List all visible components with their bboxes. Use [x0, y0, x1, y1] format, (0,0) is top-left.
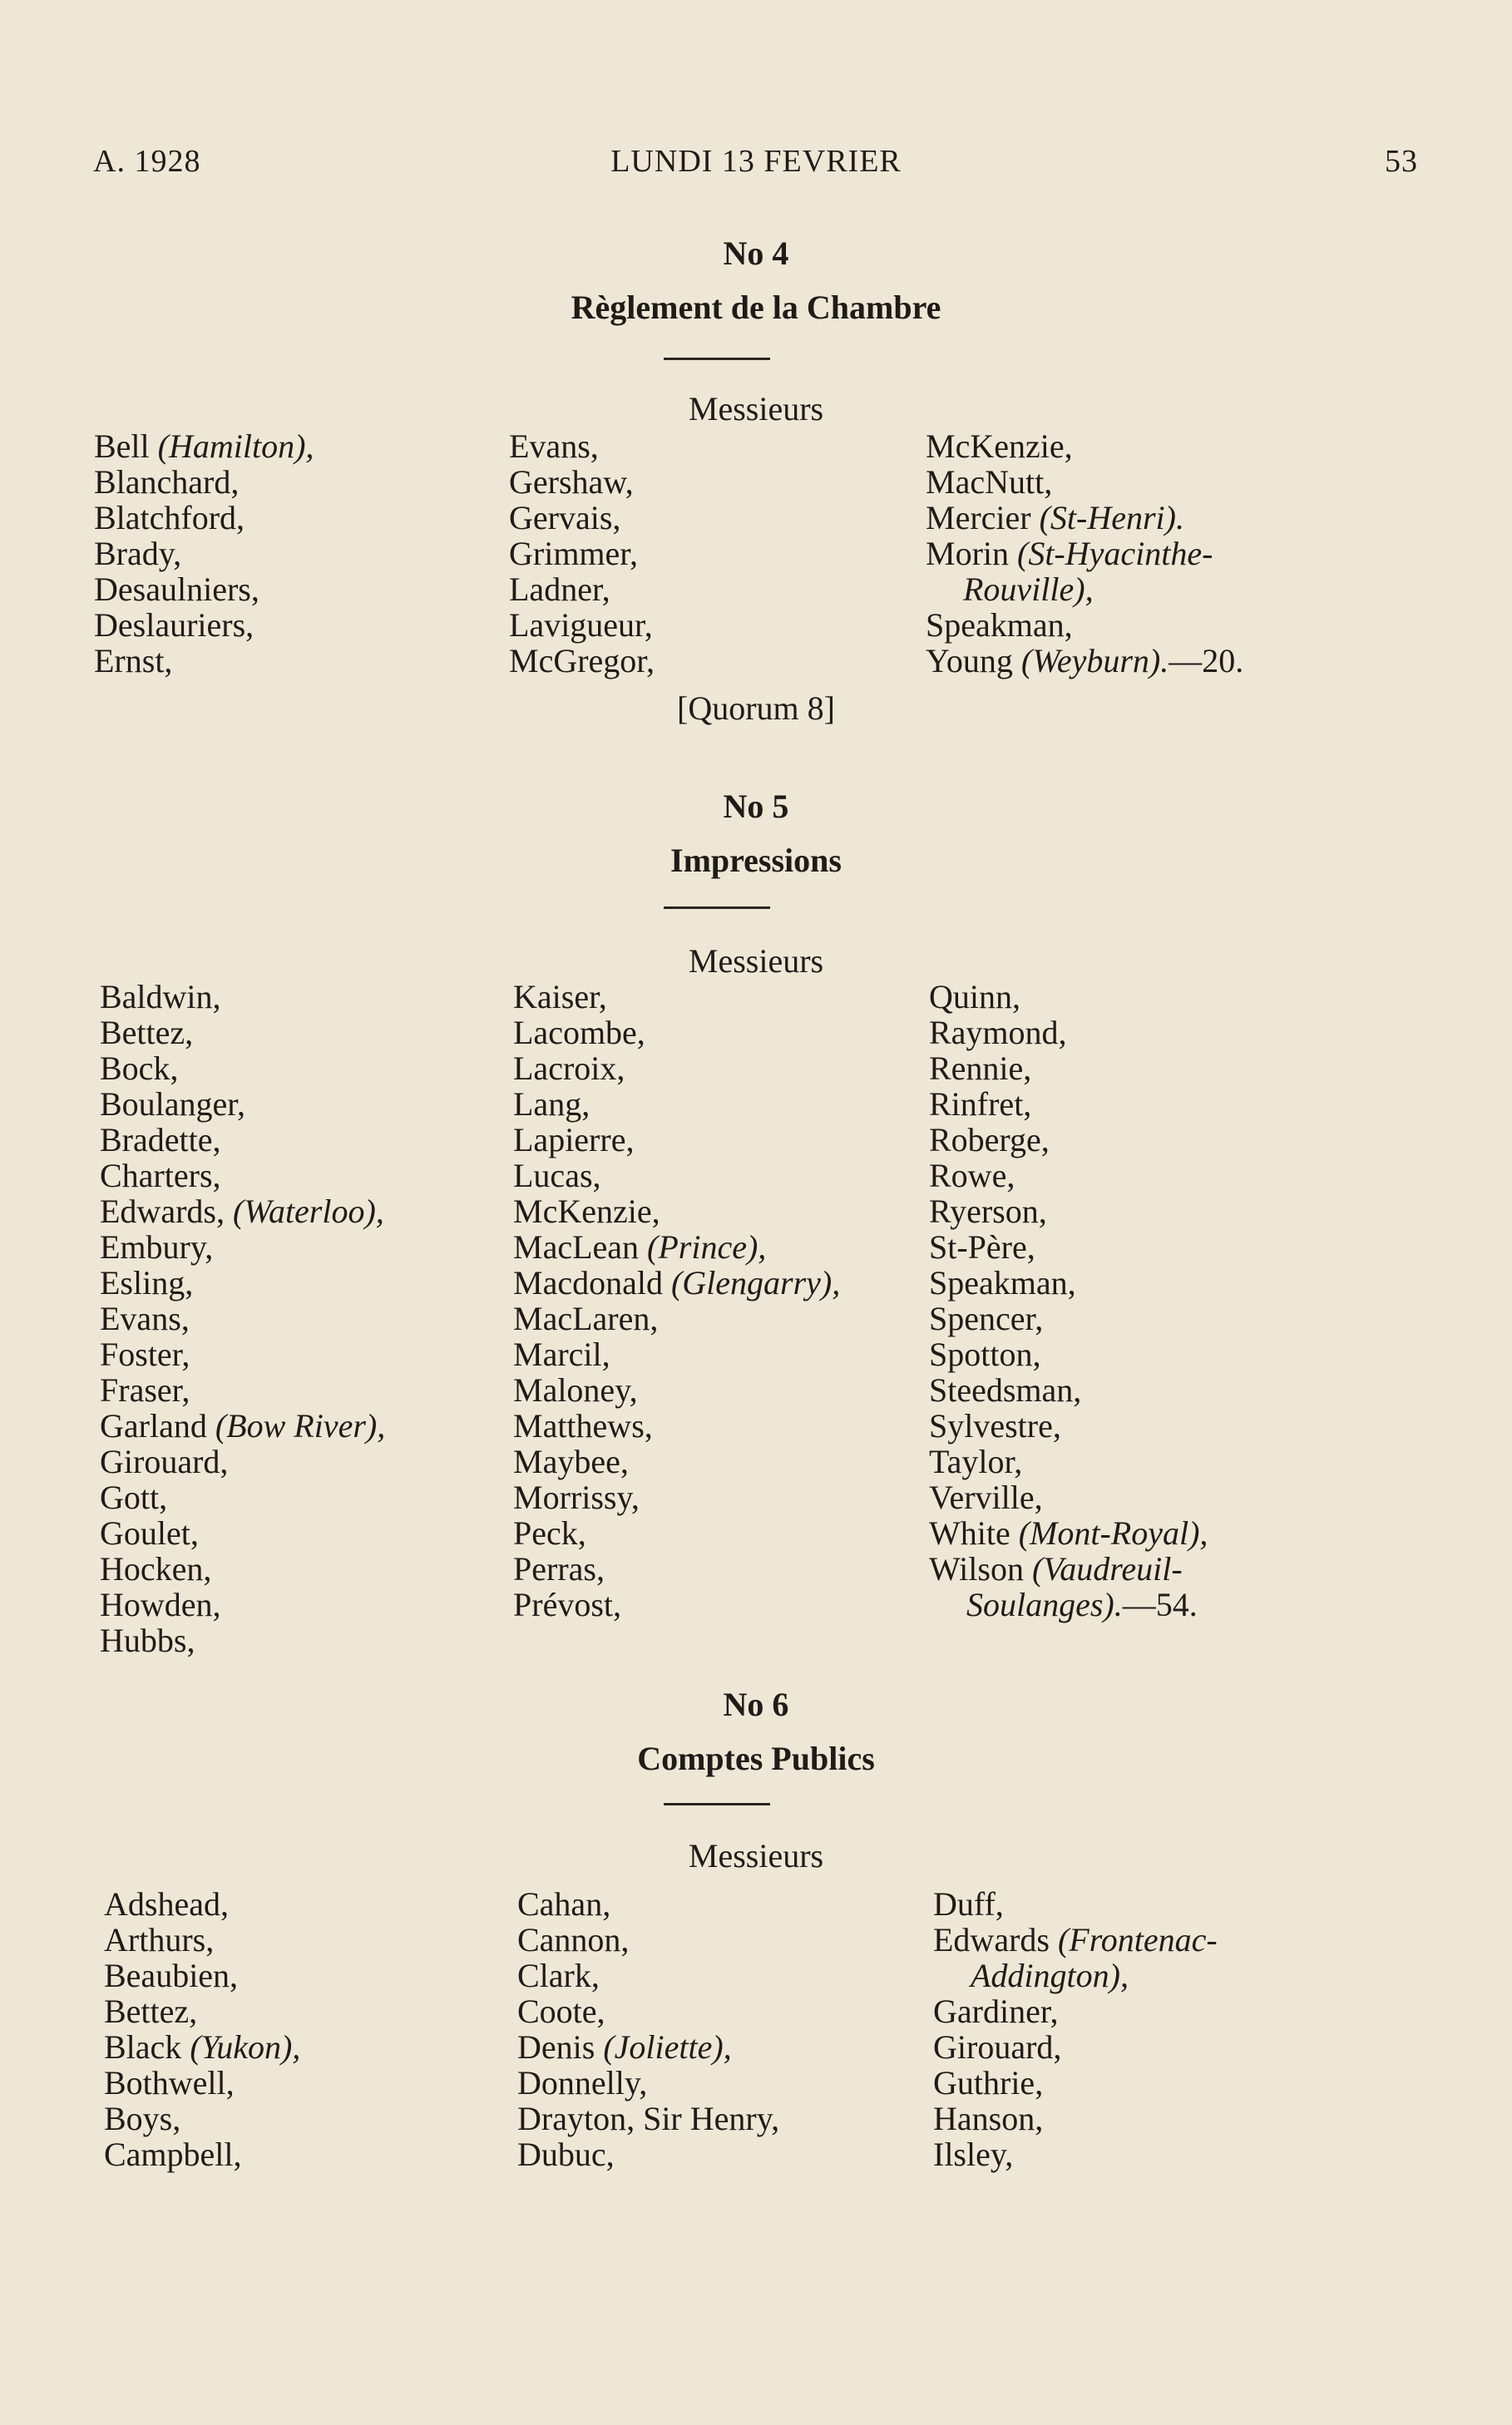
member-name: Guthrie, [933, 2064, 1044, 2102]
member-riding: (Vaudreuil- [1031, 1550, 1183, 1588]
member-entry [933, 2065, 1218, 2101]
member-column-3 [926, 428, 1243, 679]
member-count: —54. [1122, 1586, 1198, 1623]
member-count: —20. [1169, 642, 1244, 679]
member-name: Duff, [933, 1885, 1004, 1923]
messieurs-label: Messieurs [688, 390, 824, 427]
member-riding: (Yukon), [190, 2028, 301, 2066]
member-name: Ilsley, [933, 2136, 1014, 2173]
member-entry [513, 1050, 840, 1086]
member-name: Gardiner, [933, 1993, 1059, 2030]
member-name: Steedsman, [929, 1371, 1082, 1409]
member-name: Ryerson, [929, 1193, 1047, 1230]
member-entry [513, 1444, 840, 1479]
member-column-3 [929, 979, 1208, 1622]
member-name: Wilson [929, 1550, 1032, 1588]
member-entry [100, 1015, 385, 1050]
member-column-3 [933, 1886, 1218, 2172]
member-entry [104, 2065, 300, 2101]
member-column-2 [517, 1886, 779, 2172]
member-name: Boulanger, [100, 1085, 246, 1123]
member-entry [929, 1229, 1208, 1265]
member-name: Blanchard, [94, 463, 240, 501]
member-name: Campbell, [104, 2136, 242, 2173]
header-date: LUNDI 13 FEVRIER [610, 144, 902, 179]
member-entry [513, 1515, 840, 1551]
member-entry [94, 428, 314, 464]
member-name: Bettez, [104, 1993, 198, 2030]
member-name: Hocken, [100, 1550, 212, 1588]
member-name: Brady, [94, 535, 182, 572]
member-column-2 [513, 979, 840, 1622]
member-entry [104, 1993, 300, 2029]
member-riding: (Prince), [647, 1228, 767, 1266]
member-entry [94, 500, 314, 536]
member-name: Taylor, [929, 1443, 1023, 1480]
member-entry [509, 500, 655, 536]
member-name: Drayton, Sir Henry, [517, 2100, 780, 2137]
member-entry [929, 1515, 1208, 1551]
committee-number: No 5 [723, 788, 789, 825]
member-name: Spotton, [929, 1336, 1041, 1373]
committee-title: Impressions [670, 842, 842, 879]
member-name: Morin [926, 535, 1017, 572]
member-name: White [929, 1514, 1019, 1552]
member-entry [929, 979, 1208, 1015]
member-riding: (Glengarry), [670, 1264, 841, 1301]
member-name: Cannon, [517, 1921, 630, 1958]
member-entry [100, 1372, 385, 1408]
member-name: Matthews, [513, 1407, 653, 1445]
quorum-note: [Quorum 8] [677, 689, 835, 727]
member-name: Adshead, [104, 1885, 229, 1923]
member-name: Howden, [100, 1586, 221, 1623]
member-entry [513, 1587, 840, 1622]
divider-rule [664, 1803, 770, 1805]
member-name: Rowe, [929, 1157, 1015, 1194]
member-name: Gershaw, [509, 463, 634, 501]
member-entry [509, 571, 655, 607]
member-entry [933, 1886, 1218, 1922]
member-name: Esling, [100, 1264, 194, 1301]
member-name: Quinn, [929, 978, 1020, 1015]
committee-section-5 [0, 778, 1512, 886]
member-name: Rinfret, [929, 1085, 1032, 1123]
member-entry [929, 1086, 1208, 1122]
member-entry [517, 2029, 779, 2065]
member-column-2 [509, 428, 655, 679]
page-number: 53 [1385, 144, 1418, 179]
member-name: St-Père, [929, 1228, 1035, 1266]
member-entry [929, 1265, 1208, 1301]
member-entry [513, 1301, 840, 1336]
member-name: Hubbs, [100, 1622, 195, 1659]
member-entry [929, 1336, 1208, 1372]
member-name: Roberge, [929, 1121, 1050, 1158]
member-name: Gervais, [509, 499, 621, 536]
member-entry [100, 1193, 385, 1229]
member-entry [513, 1479, 840, 1515]
member-name: McKenzie, [926, 427, 1073, 465]
member-entry [104, 1958, 300, 1993]
member-entry [926, 428, 1243, 464]
member-riding: Rouville), [963, 570, 1094, 608]
member-name: Cahan, [517, 1885, 611, 1923]
member-name: Black [104, 2028, 190, 2066]
member-entry [517, 2101, 779, 2136]
member-entry [513, 1122, 840, 1158]
member-name: Bettez, [100, 1014, 194, 1051]
member-name: Denis [517, 2028, 604, 2066]
member-entry [933, 2029, 1218, 2065]
committee-section-4 [0, 225, 1512, 333]
member-name: Lavigueur, [509, 606, 653, 644]
member-name: Blatchford, [94, 499, 245, 536]
member-name: Bothwell, [104, 2064, 235, 2102]
member-entry [100, 1622, 385, 1658]
member-entry [926, 536, 1243, 571]
member-riding: (St-Henri). [1039, 499, 1184, 536]
member-name: Arthurs, [104, 1921, 215, 1958]
member-name: Bock, [100, 1050, 179, 1087]
member-entry [100, 1265, 385, 1301]
member-entry [929, 1193, 1208, 1229]
member-entry [513, 1015, 840, 1050]
member-name: Bradette, [100, 1121, 221, 1158]
member-name: Verville, [929, 1479, 1043, 1516]
member-entry [94, 643, 314, 679]
member-riding: (Weyburn). [1020, 642, 1169, 679]
member-entry [517, 1958, 779, 1993]
member-name: Baldwin, [100, 978, 221, 1015]
member-entry [104, 1886, 300, 1922]
committee-section-6 [0, 1676, 1512, 1784]
member-entry [100, 1444, 385, 1479]
member-entry [104, 2136, 300, 2172]
member-riding: (St-Hyacinthe- [1017, 535, 1213, 572]
member-name: Goulet, [100, 1514, 199, 1552]
member-entry [100, 1515, 385, 1551]
member-name: Ladner, [509, 570, 610, 608]
member-name: Fraser, [100, 1371, 190, 1409]
member-name: Prévost, [513, 1586, 621, 1623]
member-entry [926, 571, 1243, 607]
member-entry [104, 1922, 300, 1958]
member-entry [100, 1551, 385, 1587]
member-riding: (Joliette), [603, 2028, 732, 2066]
committee-number: No 4 [723, 235, 789, 272]
member-riding: (Hamilton), [157, 427, 314, 465]
member-entry [100, 1122, 385, 1158]
member-entry [929, 1158, 1208, 1193]
member-entry [513, 1408, 840, 1444]
member-name: Evans, [509, 427, 599, 465]
member-entry [509, 607, 655, 643]
member-name: MacLean [513, 1228, 648, 1266]
member-name: Boys, [104, 2100, 181, 2137]
member-name: Girouard, [100, 1443, 229, 1480]
member-entry [929, 1479, 1208, 1515]
member-name: Lang, [513, 1085, 590, 1123]
member-name: Speakman, [929, 1264, 1076, 1301]
member-name: Garland [100, 1407, 215, 1445]
member-entry [929, 1551, 1208, 1587]
member-name: Coote, [517, 1993, 605, 2030]
member-entry [517, 2136, 779, 2172]
member-entry [104, 2029, 300, 2065]
member-entry [509, 643, 655, 679]
member-entry [513, 1372, 840, 1408]
member-entry [100, 1158, 385, 1193]
member-entry [513, 1158, 840, 1193]
member-entry [509, 428, 655, 464]
member-entry [509, 536, 655, 571]
member-entry [926, 607, 1243, 643]
member-name: Dubuc, [517, 2136, 615, 2173]
member-entry [513, 1551, 840, 1587]
member-name: MacNutt, [926, 463, 1053, 501]
committee-number: No 6 [723, 1686, 789, 1723]
member-name: Speakman, [926, 606, 1073, 644]
member-entry [100, 979, 385, 1015]
member-name: Charters, [100, 1157, 221, 1194]
member-entry [933, 2101, 1218, 2136]
member-name: Perras, [513, 1550, 605, 1588]
member-name: Mercier [926, 499, 1040, 536]
member-entry [933, 2136, 1218, 2172]
divider-rule [664, 906, 770, 909]
member-entry [94, 464, 314, 500]
member-entry [929, 1015, 1208, 1050]
member-entry [94, 571, 314, 607]
member-entry [929, 1372, 1208, 1408]
header-year: A. 1928 [93, 144, 201, 179]
member-entry [513, 979, 840, 1015]
member-name: Raymond, [929, 1014, 1067, 1051]
member-name: Edwards, [100, 1193, 233, 1230]
member-entry [513, 1265, 840, 1301]
member-entry [100, 1050, 385, 1086]
member-name: Girouard, [933, 2028, 1062, 2066]
member-name: Donnelly, [517, 2064, 648, 2102]
member-name: Edwards [933, 1921, 1058, 1958]
member-entry [104, 2101, 300, 2136]
member-entry [929, 1122, 1208, 1158]
member-name: Rennie, [929, 1050, 1032, 1087]
member-name: Morrissy, [513, 1479, 640, 1516]
member-entry [933, 1958, 1218, 1993]
member-entry [100, 1336, 385, 1372]
member-name: Bell [94, 427, 158, 465]
member-entry [513, 1229, 840, 1265]
member-name: Gott, [100, 1479, 168, 1516]
member-name: Lucas, [513, 1157, 601, 1194]
member-name: Grimmer, [509, 535, 639, 572]
member-entry [929, 1408, 1208, 1444]
member-entry [100, 1086, 385, 1122]
member-entry [926, 643, 1243, 679]
member-name: Beaubien, [104, 1957, 239, 1994]
member-entry [926, 500, 1243, 536]
member-entry [509, 464, 655, 500]
member-name: Lacroix, [513, 1050, 625, 1087]
member-name: Evans, [100, 1300, 190, 1337]
member-name: Ernst, [94, 642, 173, 679]
member-riding: (Frontenac- [1057, 1921, 1218, 1958]
member-entry [517, 2065, 779, 2101]
member-name: Maybee, [513, 1443, 629, 1480]
member-entry [100, 1408, 385, 1444]
member-entry [100, 1229, 385, 1265]
member-entry [933, 1922, 1218, 1958]
member-entry [929, 1301, 1208, 1336]
messieurs-label: Messieurs [688, 1837, 824, 1874]
member-name: Lapierre, [513, 1121, 635, 1158]
member-name: MacLaren, [513, 1300, 659, 1337]
messieurs-label: Messieurs [688, 942, 824, 980]
member-entry [933, 1993, 1218, 2029]
member-riding: (Waterloo), [232, 1193, 384, 1230]
member-entry [517, 1886, 779, 1922]
member-riding: (Bow River), [215, 1407, 386, 1445]
member-name: Young [926, 642, 1021, 679]
committee-title: Comptes Publics [637, 1740, 875, 1777]
member-name: Macdonald [513, 1264, 671, 1301]
member-name: Embury, [100, 1228, 214, 1266]
member-name: McGregor, [509, 642, 655, 679]
member-name: Deslauriers, [94, 606, 254, 644]
committee-title: Règlement de la Chambre [571, 289, 941, 326]
member-name: Lacombe, [513, 1014, 645, 1051]
member-name: Peck, [513, 1514, 586, 1552]
member-entry [100, 1479, 385, 1515]
member-entry [94, 607, 314, 643]
member-entry [929, 1444, 1208, 1479]
member-entry [926, 464, 1243, 500]
member-name: Foster, [100, 1336, 190, 1373]
member-riding: Addington), [971, 1957, 1129, 1994]
member-column-1 [94, 428, 314, 679]
member-column-1 [100, 979, 385, 1658]
divider-rule [664, 358, 770, 360]
member-name: McKenzie, [513, 1193, 660, 1230]
member-entry [100, 1301, 385, 1336]
member-name: Kaiser, [513, 978, 607, 1015]
member-riding: Soulanges). [966, 1586, 1123, 1623]
member-entry [929, 1587, 1208, 1622]
member-entry [94, 536, 314, 571]
member-entry [513, 1336, 840, 1372]
member-entry [929, 1050, 1208, 1086]
member-entry [100, 1587, 385, 1622]
member-name: Hanson, [933, 2100, 1044, 2137]
member-name: Desaulniers, [94, 570, 259, 608]
member-name: Clark, [517, 1957, 600, 1994]
member-entry [513, 1086, 840, 1122]
member-entry [517, 1922, 779, 1958]
member-entry [517, 1993, 779, 2029]
member-entry [513, 1193, 840, 1229]
member-name: Maloney, [513, 1371, 638, 1409]
member-name: Spencer, [929, 1300, 1044, 1337]
member-name: Marcil, [513, 1336, 610, 1373]
member-riding: (Mont-Royal), [1018, 1514, 1208, 1552]
member-name: Sylvestre, [929, 1407, 1061, 1445]
member-column-1 [104, 1886, 300, 2172]
